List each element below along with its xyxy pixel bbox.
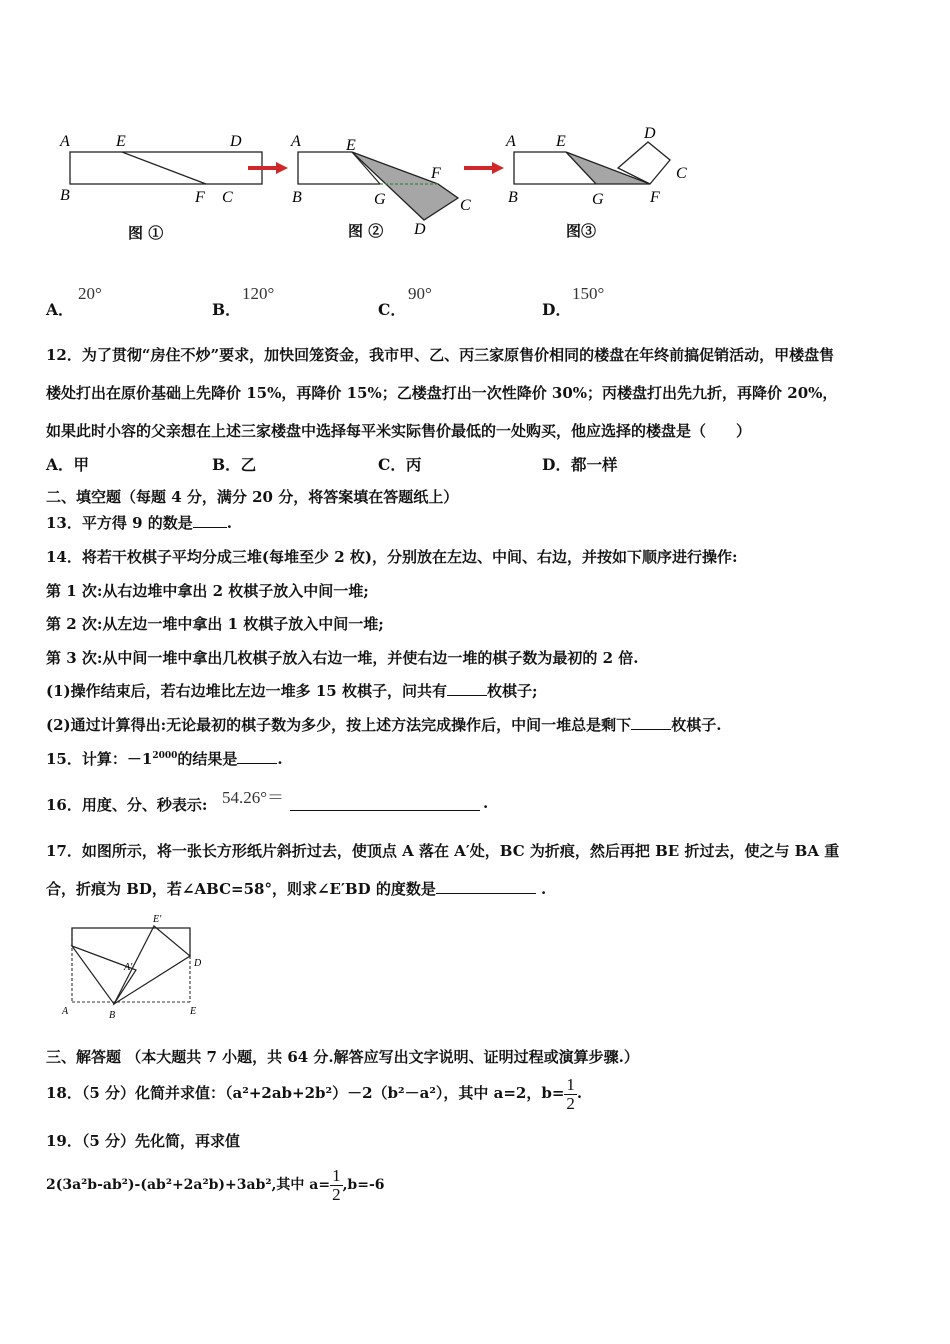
q14-part-1-blank[interactable]	[447, 681, 487, 696]
fig3-caption: 图③	[566, 222, 597, 240]
q12-option-a: A．甲	[46, 455, 90, 474]
q17-label-a: A	[62, 1006, 69, 1017]
q17-blank[interactable]	[436, 879, 536, 894]
q16-blank[interactable]	[290, 796, 480, 811]
section-2-heading: 二、填空题（每题 4 分，满分 20 分，将答案填在答题纸上）	[46, 488, 459, 506]
q19-fraction: $\frac{1}{2}$	[332, 1165, 341, 1204]
q11-option-d-value: 150°	[572, 284, 605, 303]
fig1-label-c: C	[222, 189, 233, 206]
q14-step-3: 第 3 次:从中间一堆中拿出几枚棋子放入右边一堆，并使右边一堆的棋子数为最初的 2 倍.	[46, 649, 639, 667]
q12-option-c: C．丙	[378, 455, 422, 474]
fig3-label-d: D	[644, 125, 656, 142]
q12-line-2: 楼处打出在原价基础上先降价 15%，再降价 15%；乙楼盘打出一次性降价 30%；丙楼盘打出先九折，再降价 20%，	[46, 384, 838, 402]
q11-option-a-value: 20°	[78, 284, 102, 303]
q15: 15．计算：$-1^{2000}$的结果是 .	[46, 750, 283, 768]
fig1-label-b: B	[60, 187, 70, 204]
q14-step-2: 第 2 次:从左边一堆中拿出 1 枚棋子放入中间一堆;	[46, 615, 384, 633]
q14-step-1: 第 1 次:从右边堆中拿出 2 枚棋子放入中间一堆;	[46, 582, 369, 600]
q12-line-1: 12．为了贯彻“房住不炒”要求，加快回笼资金，我市甲、乙、丙三家原售价相同的楼盘在年终前搞促销活动，甲楼盘售	[46, 346, 835, 364]
q19-expression: 2(3a²b-ab²)-(ab²+2a²b)+3ab²,其中 a= $\frac{1}{2}$ ,b=-6	[46, 1165, 385, 1204]
q13-blank[interactable]	[193, 513, 227, 528]
fig3-label-a: A	[506, 133, 516, 150]
q17-line-1: 17．如图所示，将一张长方形纸片斜折过去，使顶点 A 落在 A′处，BC 为折痕，然后再把 BE 折过去，使之与 BA 重	[46, 842, 840, 860]
q11-option-d: D．	[542, 300, 571, 319]
q11-option-b-value: 120°	[242, 284, 275, 303]
q11-option-a: A．	[46, 300, 74, 319]
q17-label-aprime: A'	[124, 962, 133, 973]
q18: 18．（5 分）化简并求值：（a²+2ab+2b²）－2（b²－a²），其中 a=2，b= $\frac{1}{2}$ .	[46, 1074, 583, 1113]
fig2-label-f: F	[431, 165, 441, 182]
q17-label-b: B	[109, 1010, 116, 1021]
figure-1	[59, 133, 262, 206]
q13: 13．平方得 9 的数是 .	[46, 514, 232, 532]
fig1-label-e: E	[116, 133, 126, 150]
q18-fraction: $\frac{1}{2}$	[566, 1074, 575, 1113]
fig1-label-f: F	[195, 189, 205, 206]
fig2-label-b: B	[292, 189, 302, 206]
q17-label-e: E	[190, 1006, 197, 1017]
fig1-caption: 图 ①	[128, 224, 164, 242]
fig3-label-c: C	[676, 165, 687, 182]
q12-option-d: D．都一样	[542, 455, 618, 474]
arrow-2	[464, 162, 504, 174]
fig2-label-a: A	[291, 133, 301, 150]
fig2-caption: 图 ②	[348, 222, 384, 240]
q12-option-b: B．乙	[212, 455, 257, 474]
q16-end: .	[483, 794, 489, 812]
q15-blank[interactable]	[237, 749, 277, 764]
q16-value: 54.26°＝	[222, 788, 285, 807]
q11-option-c-value: 90°	[408, 284, 432, 303]
fig2-label-g: G	[374, 191, 386, 208]
q17-line-2: 合，折痕为 BD，若∠ABC=58°，则求∠E′BD 的度数是 .	[46, 880, 547, 898]
fig3-label-g: G	[592, 191, 604, 208]
q14-part-1: (1)操作结束后，若右边堆比左边一堆多 15 枚棋子，问共有 枚棋子;	[46, 682, 538, 700]
fig3-label-b: B	[508, 189, 518, 206]
fig2-folded-flap	[352, 152, 458, 220]
figure-3	[505, 125, 687, 208]
fig2-label-d: D	[414, 221, 426, 238]
fig2-rect-outline	[298, 152, 380, 184]
fig3-label-e: E	[556, 133, 566, 150]
fig1-label-d: D	[230, 133, 242, 150]
q11-option-c: C．	[378, 300, 406, 319]
fig1-rectangle	[70, 152, 262, 184]
q16-label: 16．用度、分、秒表示:	[46, 796, 208, 814]
q11-option-b: B．	[212, 300, 241, 319]
q17-fold-1	[72, 946, 136, 1004]
fig2-label-e: E	[346, 137, 356, 154]
fig3-label-f: F	[650, 189, 660, 206]
q14-intro: 14．将若干枚棋子平均分成三堆(每堆至少 2 枚)，分别放在左边、中间、右边，并按如下顺序进行操作:	[46, 548, 738, 566]
fig1-line-ef	[122, 152, 206, 184]
q19-title: 19．（5 分）先化简，再求值	[46, 1132, 241, 1150]
q12-line-3: 如果此时小容的父亲想在上述三家楼盘中选择每平米实际售价最低的一处购买，他应选择的楼盘是（ ）	[46, 422, 752, 440]
fig2-label-c: C	[460, 197, 471, 214]
fig3-folded-flap	[566, 152, 650, 184]
q17-label-d: D	[194, 958, 202, 969]
fig1-label-a: A	[60, 133, 70, 150]
q17-figure	[56, 912, 216, 1022]
q17-label-eprime: E'	[153, 914, 162, 925]
section-3-heading: 三、解答题 （本大题共 7 小题，共 64 分.解答应写出文字说明、证明过程或演算步骤.）	[46, 1048, 639, 1066]
q14-part-2-blank[interactable]	[631, 715, 671, 730]
q14-part-2: (2)通过计算得出:无论最初的棋子数为多少，按上述方法完成操作后，中间一堆总是剩下 枚棋子.	[46, 716, 722, 734]
arrow-1	[248, 162, 288, 174]
